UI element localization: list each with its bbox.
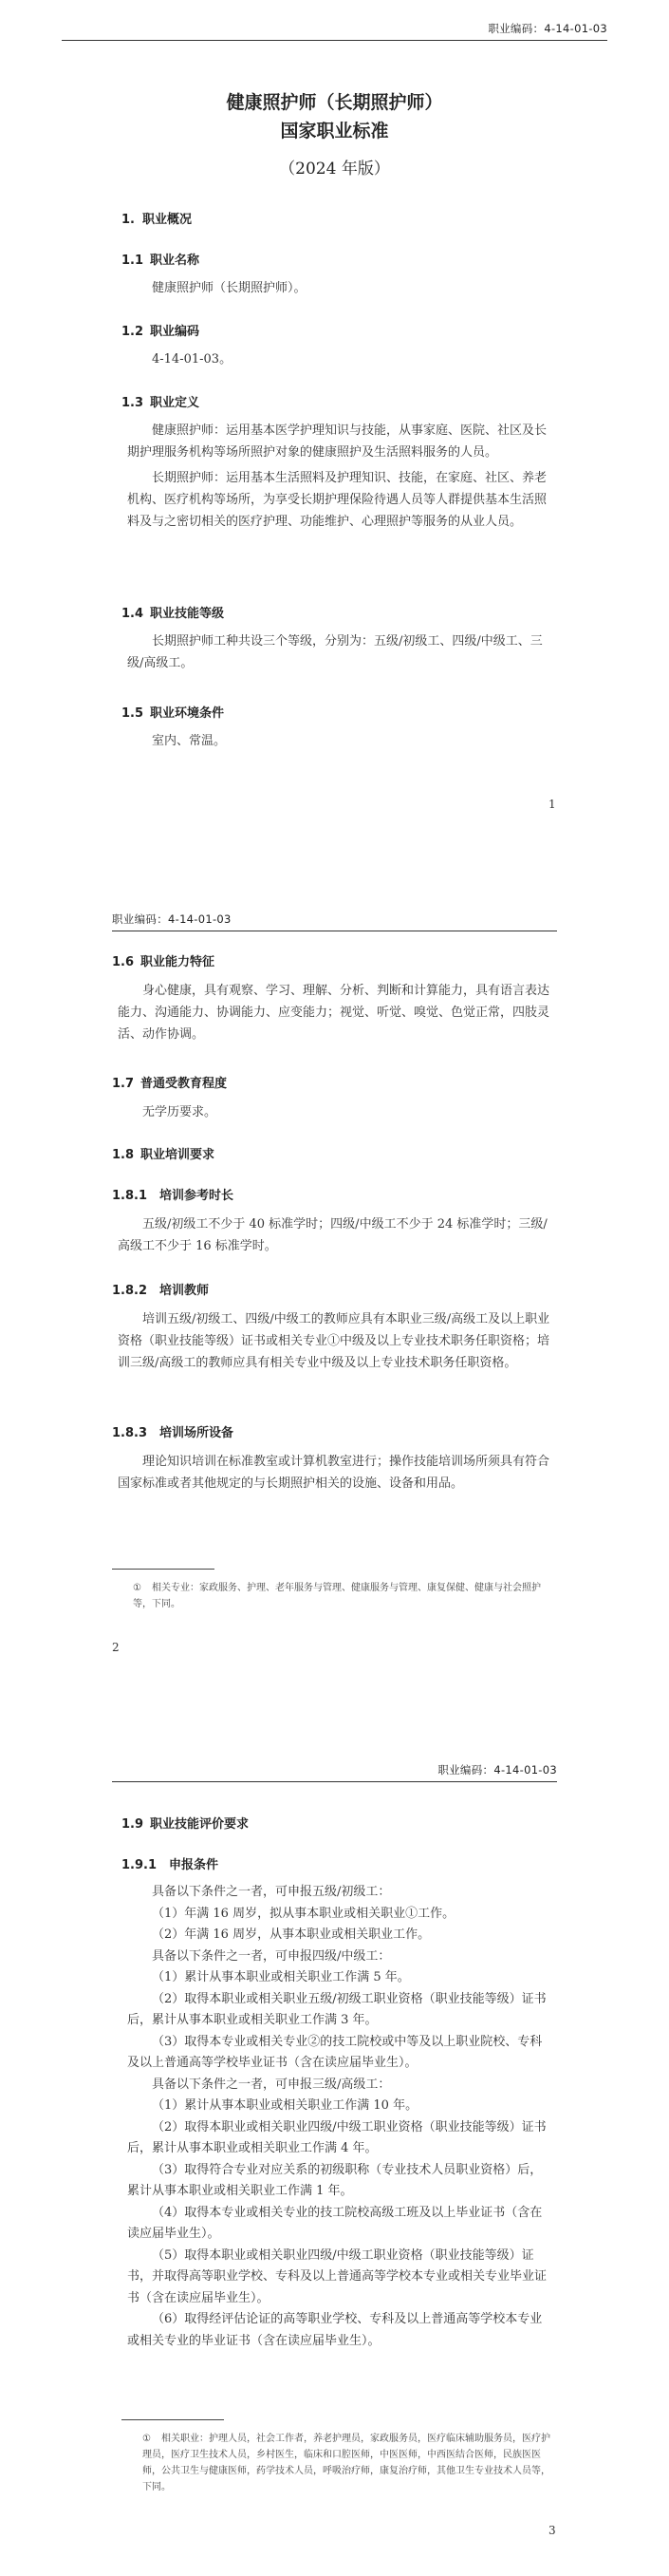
eligibility-list — [127, 1882, 552, 2352]
list-item: （2）取得本职业或相关职业四级/中级工职业资格（职业技能等级）证书后，累计从事本职业或相关职业工作满 4 年。 — [127, 2119, 547, 2155]
heading-1-6: 1.6 职业能力特征 — [112, 955, 215, 969]
body-1-1: 健康照护师（长期照护师）。 — [152, 281, 307, 295]
list-item: （2）取得本职业或相关职业五级/初级工职业资格（职业技能等级）证书后，累计从事本职业或相关职业工作满 3 年。 — [127, 1991, 547, 2027]
list-item: （1）累计从事本职业或相关职业工作满 10 年。 — [152, 2098, 418, 2113]
heading-1-8-1: 1.8.1 培训参考时长 — [112, 1189, 234, 1203]
page-3 — [0, 1719, 669, 2576]
doc-subtitle: 国家职业标准 — [280, 121, 389, 141]
page-number: 2 — [112, 1641, 120, 1654]
heading-1-9: 1.9 职业技能评价要求 — [121, 1817, 250, 1832]
levels-text: 长期照护师工种共设三个等级，分别为：五级/初级工、四级/中级工、三级/高级工。 — [127, 634, 543, 670]
facility-text: 理论知识培训在标准教室或计算机教室进行；操作技能培训场所须具有符合国家标准或者其他规定的与长期照护相关的设施、设备和用品。 — [118, 1455, 550, 1491]
list-item: （6）取得经评估论证的高等职业学校、专科及以上普通高等学校本专业或相关专业的毕业证书（含在读应届毕业生）。 — [127, 2312, 543, 2348]
definition-long-term-caregiver: 长期照护师：运用基本生活照料及护理知识、技能，在家庭、社区、养老机构、医疗机构等场所，为享受长期护理保险待遇人员等人群提供基本生活照料及与之密切相关的医疗护理、功能维护、心理照护等服务的从业人员。 — [127, 471, 548, 529]
definition-health-caregiver: 健康照护师：运用基本医学护理知识与技能，从事家庭、医院、社区及长期护理服务机构等场所照护对象的健康照护及生活照料服务的人员。 — [127, 423, 548, 460]
body-1-2: 4-14-01-03。 — [152, 352, 232, 367]
heading-1: 1. 职业概况 — [121, 213, 193, 227]
footnote-rule — [121, 2419, 224, 2420]
heading-1-9-1: 1.9.1 申报条件 — [121, 1858, 219, 1872]
heading-1-7: 1.7 普通受教育程度 — [112, 1077, 228, 1091]
footnote — [142, 2431, 552, 2495]
list-item: 具备以下条件之一者，可申报四级/中级工： — [152, 1948, 391, 1964]
list-item: 具备以下条件之一者，可申报三级/高级工： — [152, 2077, 391, 2092]
doc-title: 健康照护师（长期照护师） — [226, 92, 443, 113]
page-2 — [0, 855, 669, 1719]
header-code: 职业编码：4-14-01-03 — [437, 1763, 557, 1777]
list-item: （3）取得符合专业对应关系的初级职称（专业技术人员职业资格）后，累计从事本职业或相关职业工作满 1 年。 — [127, 2162, 543, 2198]
page-number: 1 — [548, 798, 556, 811]
body-1-6 — [118, 980, 550, 1045]
body-1-7: 无学历要求。 — [142, 1105, 217, 1119]
list-item: （4）取得本专业或相关专业的技工院校高级工班及以上毕业证书（含在读应届毕业生）。 — [127, 2205, 543, 2241]
body-1-3 — [127, 420, 554, 533]
list-item: （2）年满 16 周岁，从事本职业或相关职业工作。 — [152, 1927, 431, 1942]
heading-1-2: 1.2 职业编码 — [121, 325, 200, 339]
teacher-text: 培训五级/初级工、四级/中级工的教师应具有本职业三级/高级工及以上职业资格（职业技能等级）证书或相关专业①中级及以上专业技术职务任职资格；培训三级/高级工的教师应具有相关专业中级及以上专业技术职务任职资格。 — [118, 1312, 550, 1370]
page-1 — [0, 0, 669, 855]
list-item: （5）取得本职业或相关职业四级/中级工职业资格（职业技能等级）证书，并取得高等职业学校、专科及以上普通高等学校本专业或相关专业毕业证书（含在读应届毕业生）。 — [127, 2247, 548, 2305]
header-rule — [112, 1781, 557, 1782]
footnote-rule — [112, 1569, 214, 1570]
header-rule — [62, 40, 607, 41]
heading-1-8-2: 1.8.2 培训教师 — [112, 1284, 210, 1298]
footnote — [133, 1580, 550, 1612]
training-hours-text: 五级/初级工不少于 40 标准学时；四级/中级工不少于 24 标准学时；三级/高级工不少于 16 标准学时。 — [118, 1217, 548, 1253]
heading-1-5: 1.5 职业环境条件 — [121, 706, 225, 721]
footnote-mark: ① — [142, 2434, 151, 2444]
footnote-text: 相关专业：家政服务、护理、老年服务与管理、健康服务与管理、康复保健、健康与社会照护等，下同。 — [133, 1583, 541, 1609]
list-item: （1）年满 16 周岁，拟从事本职业或相关职业①工作。 — [152, 1906, 455, 1921]
page-number: 3 — [548, 2524, 556, 2537]
ability-text: 身心健康，具有观察、学习、理解、分析、判断和计算能力，具有语言表达能力、沟通能力、协调能力、应变能力；视觉、听觉、嗅觉、色觉正常，四肢灵活、动作协调。 — [118, 984, 550, 1042]
body-1-8-2 — [118, 1308, 550, 1374]
heading-1-3: 1.3 职业定义 — [121, 396, 200, 410]
body-1-4 — [127, 630, 554, 674]
list-item: 具备以下条件之一者，可申报五级/初级工： — [152, 1885, 391, 1899]
doc-edition: （2024 年版） — [279, 160, 390, 179]
heading-1-8: 1.8 职业培训要求 — [112, 1148, 215, 1162]
header-code: 职业编码：4-14-01-03 — [488, 22, 607, 35]
heading-1-4: 1.4 职业技能等级 — [121, 607, 225, 621]
body-1-5: 室内、常温。 — [152, 734, 227, 748]
list-item: （3）取得本专业或相关专业②的技工院校或中等及以上职业院校、专科及以上普通高等学校毕业证书（含在读应届毕业生）。 — [127, 2034, 543, 2070]
body-1-8-3 — [118, 1451, 550, 1495]
heading-1-8-3: 1.8.3 培训场所设备 — [112, 1426, 234, 1440]
body-1-8-1 — [118, 1213, 550, 1257]
footnote-mark: ① — [133, 1583, 141, 1593]
header-code: 职业编码：4-14-01-03 — [112, 912, 232, 926]
heading-1-1: 1.1 职业名称 — [121, 254, 200, 268]
list-item: （1）累计从事本职业或相关职业工作满 5 年。 — [152, 1970, 410, 1984]
footnote-text: 相关职业：护理人员，社会工作者，养老护理员，家政服务员，医疗临床辅助服务员，医疗护理员，医疗卫生技术人员，乡村医生，临床和口腔医师，中医医师，中西医结合医师，民族医医师，公共卫生与健康医师，药学技术人员，呼吸治疗师，康复治疗师，其他卫生专业技术人员等，下同。 — [142, 2434, 550, 2492]
